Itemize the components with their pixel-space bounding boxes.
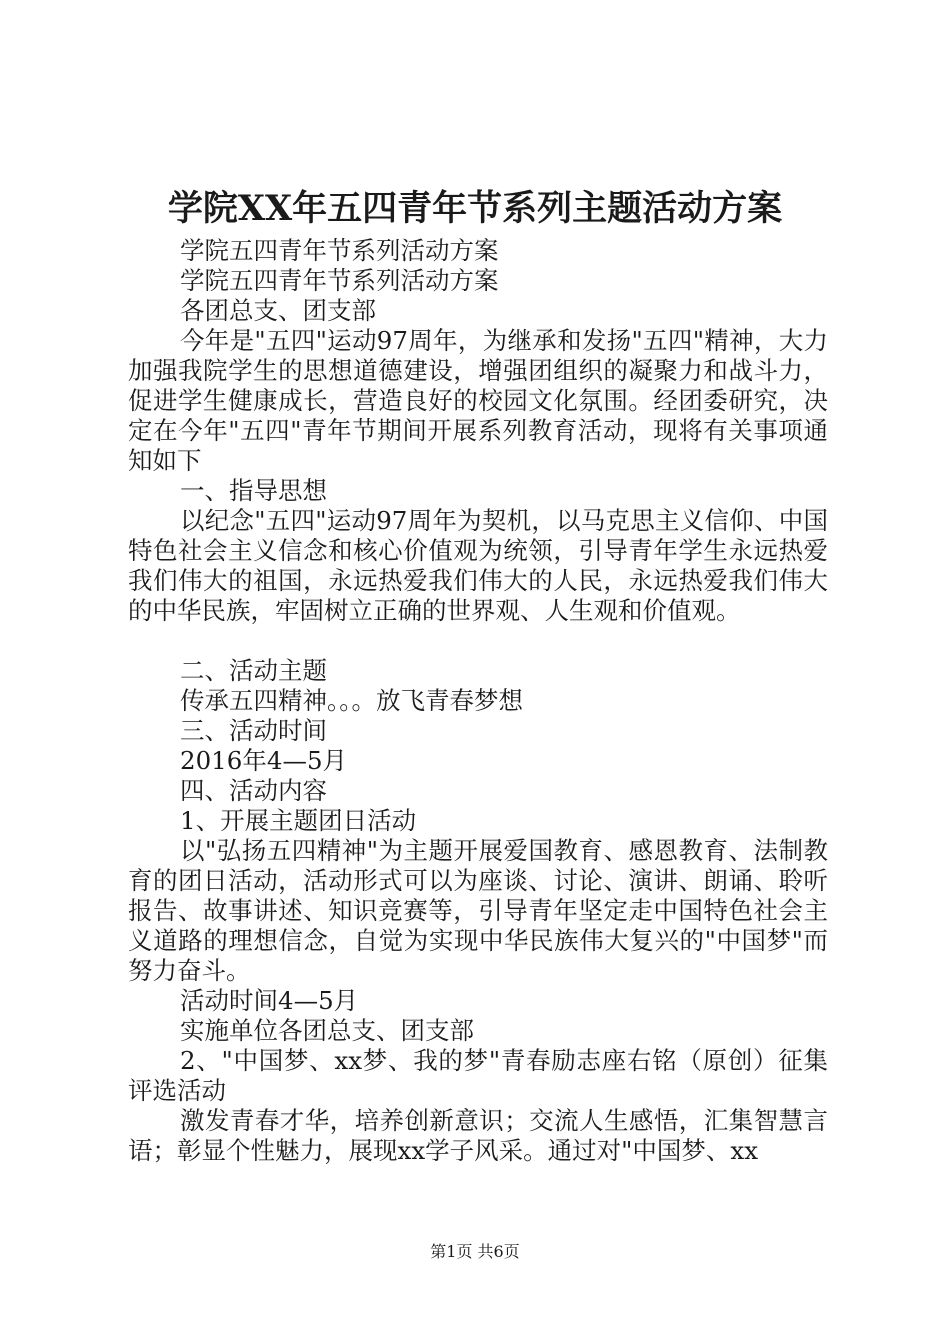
subtitle-line-2: 学院五四青年节系列活动方案 bbox=[180, 266, 499, 295]
section-heading-1: 一、指导思想 bbox=[180, 476, 327, 505]
document-body bbox=[128, 236, 828, 1166]
theme-paragraph: 传承五四精神。。。放飞青春梦想 bbox=[180, 686, 523, 715]
guiding-thought-paragraph: 以纪念"五四"运动97周年为契机，以马克思主义信仰、中国特色社会主义信念和核心价值观为统领，引导青年学生永远热爱我们伟大的祖国，永远热爱我们伟大的人民，永远热爱我们伟大的中华民族，牢固树立正确的世界观、人生观和价值观。 bbox=[128, 506, 828, 625]
activity-2-paragraph: 激发青春才华，培养创新意识；交流人生感悟，汇集智慧言语；彰显个性魅力，展现xx学子风采。通过对"中国梦、xx bbox=[128, 1106, 828, 1165]
section-heading-4: 四、活动内容 bbox=[180, 776, 327, 805]
subsection-heading-1: 1、开展主题团日活动 bbox=[180, 806, 417, 835]
page-footer: 第1页 共6页 bbox=[430, 1242, 520, 1261]
document-title: 学院XX年五四青年节系列主题活动方案 bbox=[167, 188, 783, 229]
activity-1-unit: 实施单位各团总支、团支部 bbox=[180, 1016, 474, 1045]
activity-1-paragraph: 以"弘扬五四精神"为主题开展爱国教育、感恩教育、法制教育的团日活动，活动形式可以为座谈、讨论、演讲、朗诵、聆听报告、故事讲述、知识竞赛等，引导青年坚定走中国特色社会主义道路的理想信念，自觉为实现中华民族伟大复兴的"中国梦"而努力奋斗。 bbox=[128, 836, 828, 985]
subsection-heading-2: 2、"中国梦、xx梦、我的梦"青春励志座右铭（原创）征集评选活动 bbox=[128, 1046, 828, 1105]
subtitle-line-1: 学院五四青年节系列活动方案 bbox=[180, 236, 499, 265]
intro-paragraph: 今年是"五四"运动97周年，为继承和发扬"五四"精神，大力加强我院学生的思想道德建设，增强团组织的凝聚力和战斗力，促进学生健康成长，营造良好的校园文化氛围。经团委研究，决定在今年"五四"青年节期间开展系列教育活动，现将有关事项通知如下 bbox=[128, 326, 828, 475]
section-heading-3: 三、活动时间 bbox=[180, 716, 327, 745]
activity-1-time: 活动时间4—5月 bbox=[180, 986, 359, 1015]
blank-line bbox=[128, 626, 828, 656]
section-heading-2: 二、活动主题 bbox=[180, 656, 327, 685]
time-paragraph: 2016年4—5月 bbox=[180, 746, 348, 775]
addressee: 各团总支、团支部 bbox=[180, 296, 376, 325]
